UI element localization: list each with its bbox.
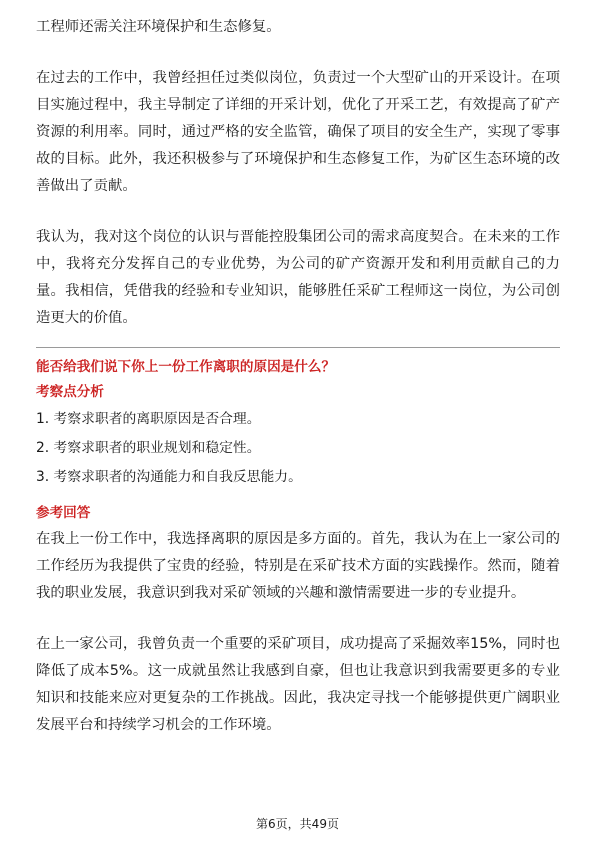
analysis-list <box>36 405 560 492</box>
question-title: 能否给我们说下你上一份工作离职的原因是什么？ <box>36 359 336 375</box>
experience-paragraph: 在过去的工作中，我曾经担任过类似岗位，负责过一个大型矿山的开采设计。在项目实施过程中，我主导制定了详细的开采计划，优化了开采工艺，有效提高了矿产资源的利用率。同时，通过严格的安全监管，确保了项目的安全生产，实现了零事故的目标。此外，我还积极参与了环境保护和生态修复工作，为矿区生态环境的改善做出了贡献。 <box>36 70 560 194</box>
answer-heading: 参考回答 <box>36 505 91 521</box>
document-page <box>36 14 560 739</box>
section-divider <box>36 347 560 348</box>
intro-line: 工程师还需关注环境保护和生态修复。 <box>36 19 281 35</box>
analysis-item: 3. 考察求职者的沟通能力和自我反思能力。 <box>36 469 302 485</box>
analysis-item: 1. 考察求职者的离职原因是否合理。 <box>36 411 261 427</box>
analysis-item: 2. 考察求职者的职业规划和稳定性。 <box>36 440 261 456</box>
answer-paragraph-2: 在上一家公司，我曾负责一个重要的采矿项目，成功提高了采掘效率15%，同时也降低了成本5%。这一成就虽然让我感到自豪，但也让我意识到我需要更多的专业知识和技能来应对更复杂的工作挑战。因此，我决定寻找一个能够提供更广阔职业发展平台和持续学习机会的工作环境。 <box>36 636 560 733</box>
analysis-heading: 考察点分析 <box>36 384 104 400</box>
page-footer: 第6页，共49页 <box>256 817 339 831</box>
fit-paragraph: 我认为，我对这个岗位的认识与晋能控股集团公司的需求高度契合。在未来的工作中，我将充分发挥自己的专业优势，为公司的矿产资源开发和利用贡献自己的力量。我相信，凭借我的经验和专业知识，能够胜任采矿工程师这一岗位，为公司创造更大的价值。 <box>36 229 560 326</box>
answer-paragraph-1: 在我上一份工作中，我选择离职的原因是多方面的。首先，我认为在上一家公司的工作经历为我提供了宝贵的经验，特别是在采矿技术方面的实践操作。然而，随着我的职业发展，我意识到我对采矿领域的兴趣和激情需要进一步的专业提升。 <box>36 531 560 601</box>
